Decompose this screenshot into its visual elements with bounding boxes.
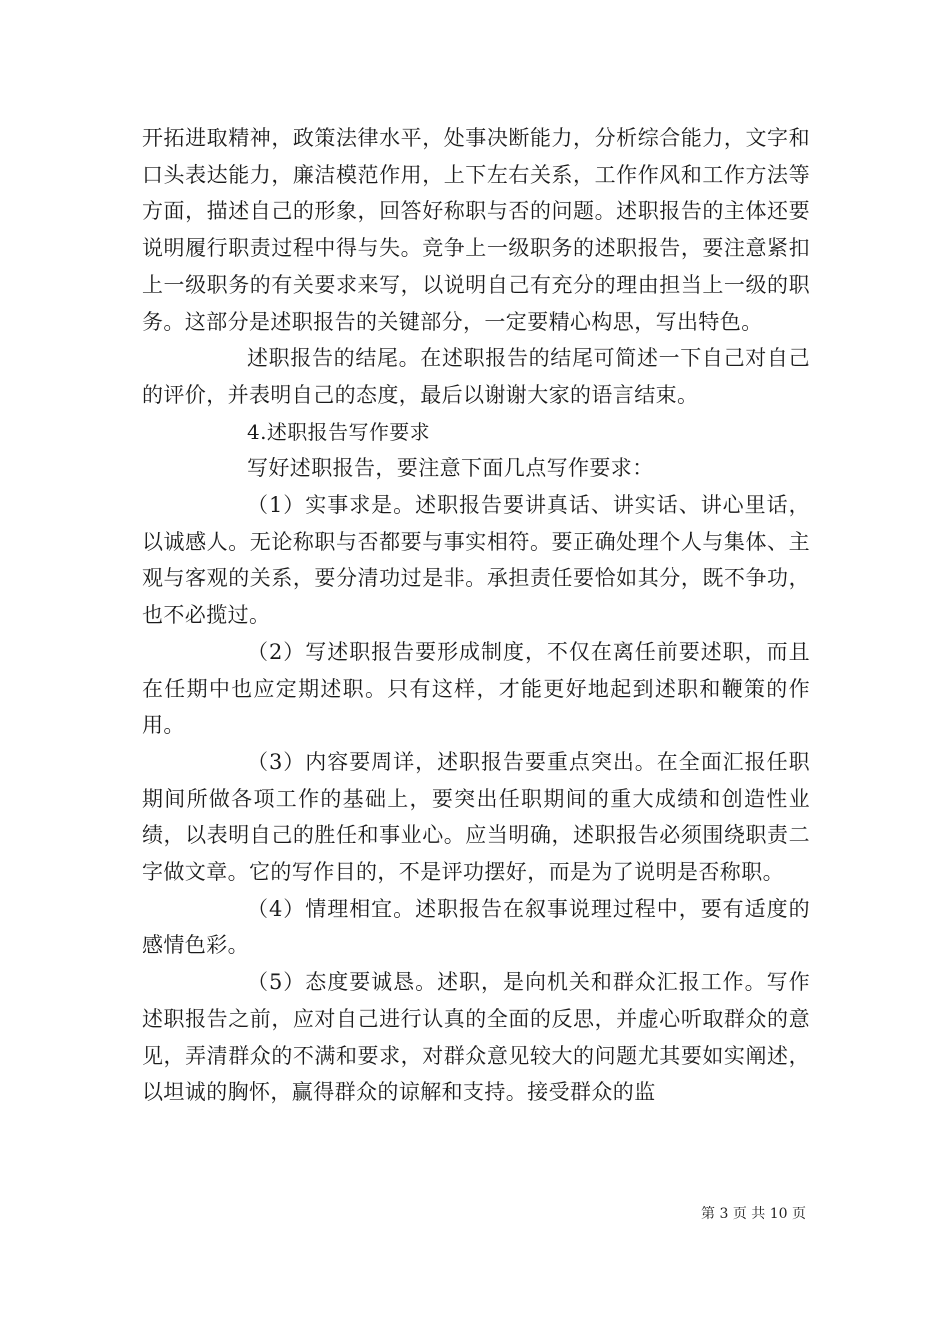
list-item-2: （2）写述职报告要形成制度，不仅在离任前要述职，而且在任期中也应定期述职。只有这样，才能更好地起到述职和鞭策的作用。 bbox=[142, 639, 810, 738]
page-number-footer: 第 3 页 共 10 页 bbox=[701, 1206, 806, 1222]
section-heading: 4.述职报告写作要求 bbox=[247, 419, 431, 444]
document-body bbox=[142, 120, 810, 1111]
list-item-1: （1）实事求是。述职报告要讲真话、讲实话、讲心里话，以诚感人。无论称职与否都要与事实相符。要正确处理个人与集体、主观与客观的关系，要分清功过是非。承担责任要恰如其分，既不争功，也不必揽过。 bbox=[142, 493, 810, 628]
paragraph-continuation: 开拓进取精神，政策法律水平，处事决断能力，分析综合能力，文字和口头表达能力，廉洁模范作用，上下左右关系，工作作风和工作方法等方面，描述自己的形象，回答好称职与否的问题。述职报告的主体还要说明履行职责过程中得与失。竞争上一级职务的述职报告，要注意紧扣上一级职务的有关要求来写，以说明自己有充分的理由担当上一级的职务。这部分是述职报告的关键部分，一定要精心构思，写出特色。 bbox=[142, 126, 810, 334]
list-item-3: （3）内容要周详，述职报告要重点突出。在全面汇报任职期间所做各项工作的基础上，要突出任职期间的重大成绩和创造性业绩，以表明自己的胜任和事业心。应当明确，述职报告必须围绕职责二字做文章。它的写作目的，不是评功摆好，而是为了说明是否称职。 bbox=[142, 749, 810, 885]
paragraph-conclusion: 述职报告的结尾。在述职报告的结尾可简述一下自己对自己的评价，并表明自己的态度，最后以谢谢大家的语言结束。 bbox=[142, 346, 810, 407]
paragraph-intro: 写好述职报告，要注意下面几点写作要求： bbox=[247, 456, 654, 481]
list-item-5: （5）态度要诚恳。述职，是向机关和群众汇报工作。写作述职报告之前，应对自己进行认真的全面的反思，并虚心听取群众的意见，弄清群众的不满和要求，对群众意见较大的问题尤其要如实阐述，以坦诚的胸怀，赢得群众的谅解和支持。接受群众的监 bbox=[142, 970, 810, 1105]
list-item-4: （4）情理相宜。述职报告在叙事说理过程中，要有适度的感情色彩。 bbox=[142, 896, 810, 958]
